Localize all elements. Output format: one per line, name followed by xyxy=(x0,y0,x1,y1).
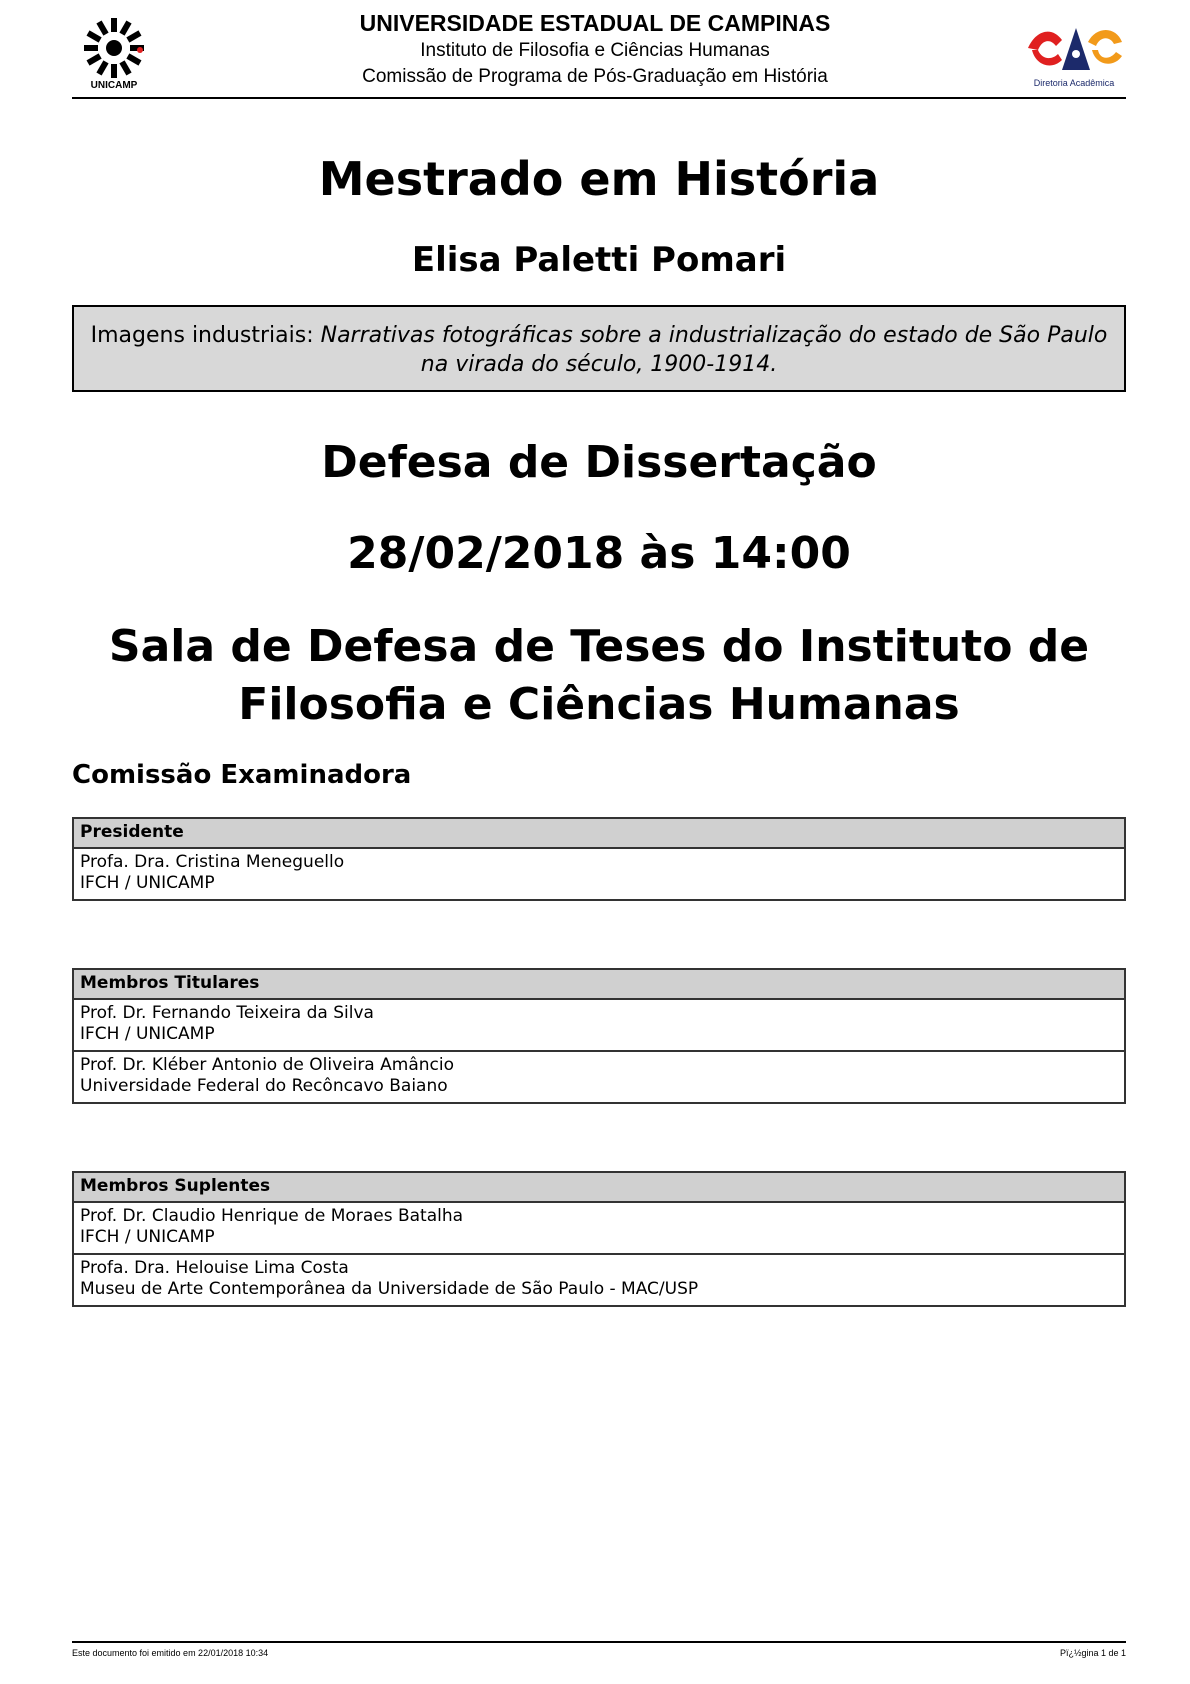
president-table xyxy=(72,817,1126,901)
defense-datetime: 28/02/2018 às 14:00 xyxy=(347,528,851,579)
table-heading-titulares: Membros Titulares xyxy=(73,969,1125,999)
table-row xyxy=(73,1254,1125,1306)
suplentes-table xyxy=(72,1171,1126,1307)
thesis-prefix: Imagens industriais: xyxy=(90,323,321,348)
table-heading-suplentes: Membros Suplentes xyxy=(73,1172,1125,1202)
footer-page-number: Pï¿½gina 1 de 1 xyxy=(1059,1648,1126,1658)
student-name: Elisa Paletti Pomari xyxy=(411,240,787,280)
unicamp-logo-text: UNICAMP xyxy=(90,80,138,91)
member-affiliation: IFCH / UNICAMP xyxy=(80,1024,215,1044)
defense-type: Defesa de Dissertação xyxy=(321,437,877,488)
diretoria-academica-logo xyxy=(1022,20,1126,92)
thesis-title-box xyxy=(72,305,1126,392)
table-row xyxy=(73,848,1125,900)
diretoria-logo-text: Diretoria Acadêmica xyxy=(1033,78,1115,88)
member-affiliation: IFCH / UNICAMP xyxy=(80,1227,215,1247)
header-divider xyxy=(72,97,1126,99)
table-heading-president: Presidente xyxy=(73,818,1125,848)
university-name: UNIVERSIDADE ESTADUAL DE CAMPINAS xyxy=(359,10,831,36)
member-affiliation: Universidade Federal do Recôncavo Baiano xyxy=(80,1076,448,1096)
thesis-title: Narrativas fotográficas sobre a industrialização do estado de São Paulo na virada do século, 1900-1914. xyxy=(320,323,1108,377)
footer-issued-date: Este documento foi emitido em 22/01/2018 10:34 xyxy=(72,1648,269,1658)
member-name: Prof. Dr. Kléber Antonio de Oliveira Amâncio xyxy=(80,1055,454,1075)
institute-name: Instituto de Filosofia e Ciências Humanas xyxy=(420,40,770,61)
defense-room-line1: Sala de Defesa de Teses do Instituto de xyxy=(108,621,1090,672)
table-row xyxy=(73,999,1125,1051)
table-row xyxy=(73,1202,1125,1254)
member-affiliation: Museu de Arte Contemporânea da Universidade de São Paulo - MAC/USP xyxy=(80,1279,699,1299)
member-name: Profa. Dra. Helouise Lima Costa xyxy=(80,1258,349,1278)
table-row xyxy=(73,1051,1125,1103)
defense-room xyxy=(72,618,1126,734)
member-name: Prof. Dr. Claudio Henrique de Moraes Batalha xyxy=(80,1206,464,1226)
footer-divider xyxy=(72,1641,1126,1643)
defense-room-line2: Filosofia e Ciências Humanas xyxy=(238,679,960,730)
committee-title: Comissão Examinadora xyxy=(72,760,412,790)
member-name: Prof. Dr. Fernando Teixeira da Silva xyxy=(80,1003,374,1023)
member-affiliation: IFCH / UNICAMP xyxy=(80,873,215,893)
member-name: Profa. Dra. Cristina Meneguello xyxy=(80,852,345,872)
titulares-table xyxy=(72,968,1126,1104)
unicamp-logo xyxy=(80,14,148,92)
program-title: Mestrado em História xyxy=(318,152,880,206)
commission-name: Comissão de Programa de Pós-Graduação em História xyxy=(362,66,828,87)
